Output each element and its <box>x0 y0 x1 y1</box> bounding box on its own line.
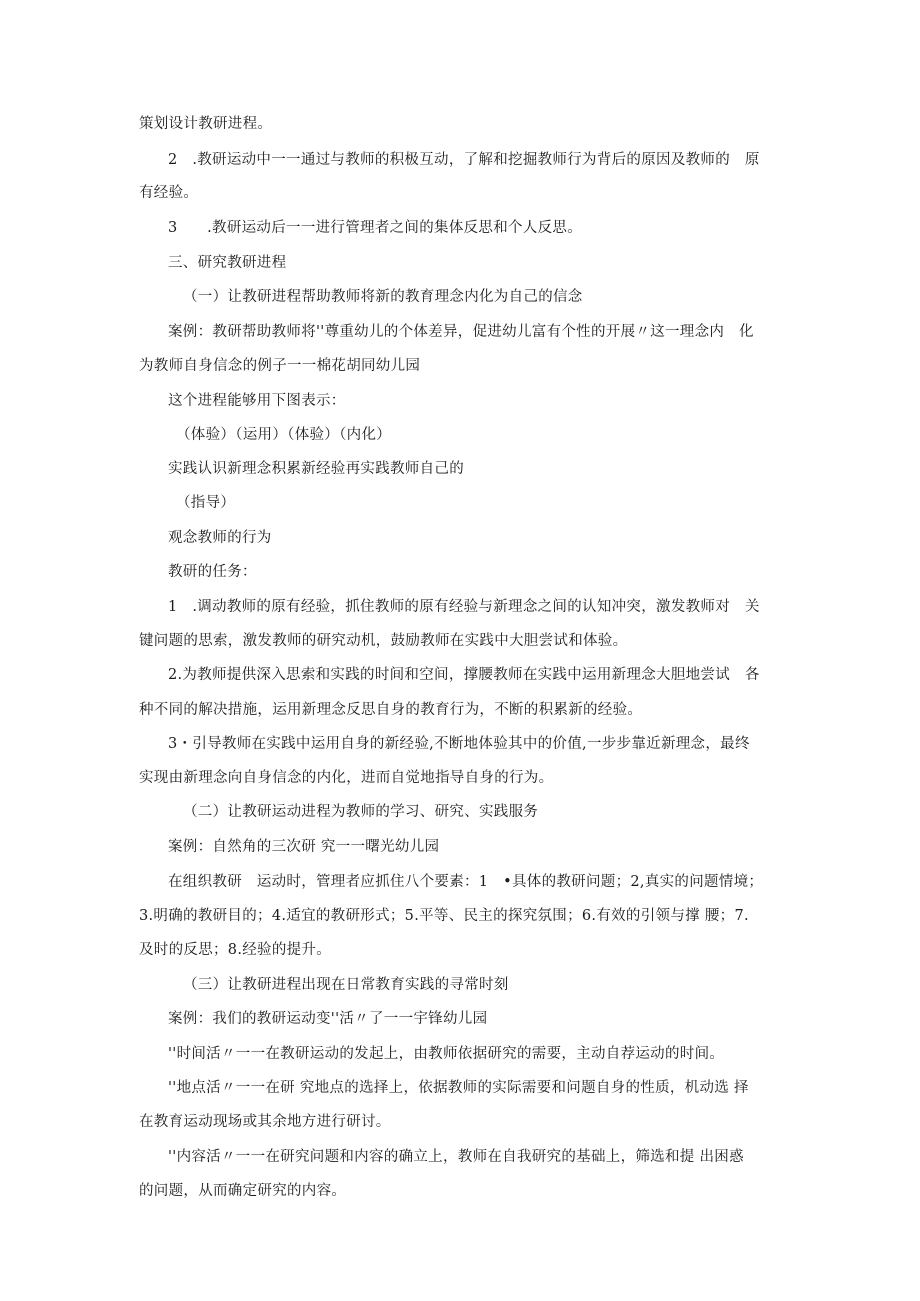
text-line: 为教师自身信念的例子一一棉花胡同幼儿园 <box>139 358 421 374</box>
text-line: 这个进程能够用下图表示： <box>168 393 346 409</box>
diagram-label: （指导） <box>176 495 236 511</box>
text-line: 教研的任务： <box>168 564 257 580</box>
text-line: 在教育运动现场或其余地方进行研讨。 <box>139 1114 391 1130</box>
diagram-label: 观念教师的行为 <box>168 530 272 546</box>
text-line: ''内容活〃一一在研究问题和内容的确立上，教师在自我研究的基础上，筛选和提 出困惑 <box>168 1149 744 1165</box>
text-line: 键问题的思索，激发教师的研究动机，鼓励教师在实践中大胆尝试和体验。 <box>139 633 628 649</box>
diagram-label: 实践认识新理念积累新经验再实践教师自己的 <box>168 461 464 477</box>
text-line: 2 .教研运动中一一通过与教师的积极互动，了解和挖掘教师行为背后的原因及教师的 原 <box>168 152 760 168</box>
text-line: 3 .教研运动后一一进行管理者之间的集体反思和个人反思。 <box>168 220 583 236</box>
text-line: 1 .调动教师的原有经验，抓住教师的原有经验与新理念之间的认知冲突，激发教师对 关 <box>168 599 760 615</box>
subsection-heading: （二）让教研运动进程为教师的学习、研究、实践服务 <box>183 804 539 820</box>
text-line: 的问题，从而确定研究的内容。 <box>139 1183 347 1199</box>
text-line: 种不同的解决措施，运用新理念反思自身的教育行为，不断的积累新的经验。 <box>139 702 643 718</box>
text-line: 案例：自然角的三次研 究一一曙光幼儿园 <box>168 839 440 855</box>
text-line: ''时间活〃一一在教研运动的发起上，由教师依据研究的需要，主动自荐运动的时间。 <box>168 1046 725 1062</box>
text-line: 在组织教研 运动时，管理者应抓住八个要素：1 •具体的教研问题；2,真实的问题情境； <box>168 874 764 890</box>
text-line: 有经验。 <box>139 185 199 201</box>
text-line: 3・引导教师在实践中运用自身的新经验,不断地体验其中的价值,一步步靠近新理念，最终 <box>168 736 750 752</box>
text-line: ''地点活〃一一在研 究地点的选择上，依据教师的实际需要和问题自身的性质，机动选 择 <box>168 1080 749 1096</box>
text-line: 案例：教研帮助教师将''尊重幼儿的个体差异，促进幼儿富有个性的开展〃这一理念内 化 <box>168 324 754 340</box>
text-line: 及时的反思；8.经验的提升。 <box>139 942 332 958</box>
subsection-heading: （一）让教研进程帮助教师将新的教育理念内化为自己的信念 <box>183 289 583 305</box>
text-line: 策划设计教研进程。 <box>139 116 273 132</box>
diagram-label: （体验）（运用）（体验）（内化） <box>176 427 392 443</box>
subsection-heading: （三）让教研进程出现在日常教育实践的寻常时刻 <box>183 977 509 993</box>
text-line: 3.明确的教研目的；4.适宜的教研形式；5.平等、民主的探究氛围；6.有效的引领与撑 腰；7. <box>139 908 749 924</box>
text-line: 实现由新理念向自身信念的内化，进而自觉地指导自身的行为。 <box>139 770 554 786</box>
text-line: 案例：我们的教研运动变''活〃了一一宇锋幼儿园 <box>168 1011 488 1027</box>
section-heading: 三、研究教研进程 <box>168 255 287 271</box>
text-line: 2.为教师提供深入思索和实践的时间和空间，撑腰教师在实践中运用新理念大胆地尝试 各 <box>168 667 760 683</box>
